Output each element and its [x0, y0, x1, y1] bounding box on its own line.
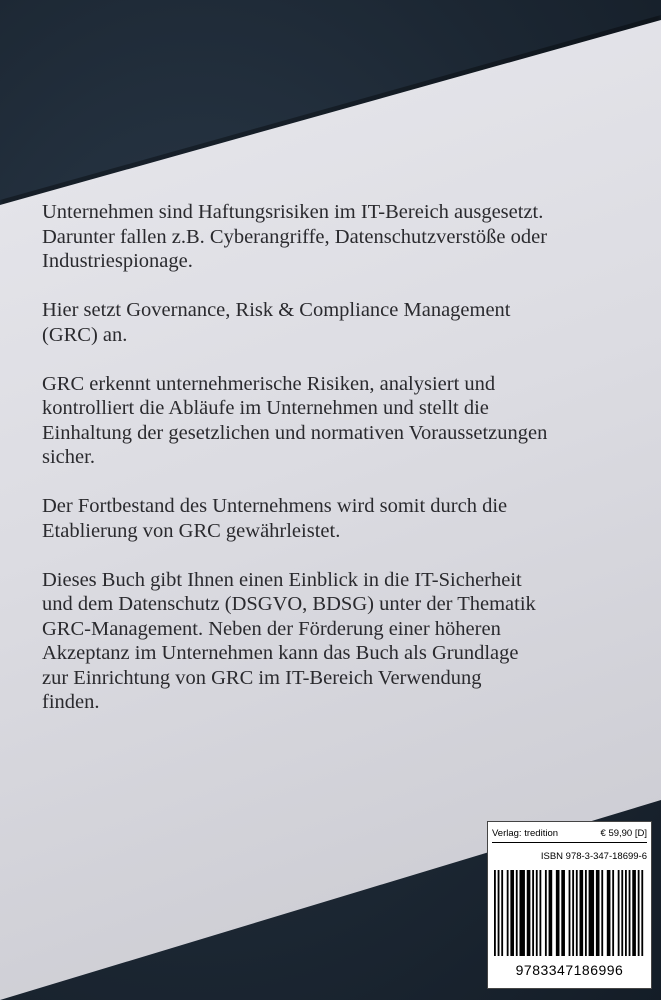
publisher-price-row	[492, 826, 647, 843]
barcode-box	[487, 821, 652, 989]
barcode-bar	[572, 870, 574, 956]
barcode-bar	[549, 870, 553, 956]
barcode-bar	[569, 870, 571, 956]
barcode-bar	[618, 870, 620, 956]
barcode-bar	[532, 870, 534, 956]
barcode-bar	[589, 870, 594, 956]
blurb-line: Hier setzt Governance, Risk & Compliance Management	[42, 299, 511, 321]
barcode-bar	[585, 870, 587, 956]
barcode-bar	[576, 870, 578, 956]
blurb-line: und dem Datenschutz (DSGVO, BDSG) unter der Thematik	[42, 593, 536, 615]
barcode-bar	[561, 870, 565, 956]
barcode-bar	[536, 870, 538, 956]
blurb-line: finden.	[42, 691, 100, 713]
blurb-line: Einhaltung der gesetzlichen und normativen Voraussetzungen	[42, 421, 548, 444]
blurb-line: GRC-Management. Neben der Förderung einer höheren	[42, 617, 501, 640]
blurb-line: (GRC) an.	[42, 323, 128, 346]
blurb-line: Akzeptanz im Unternehmen kann das Buch als Grundlage	[42, 642, 519, 664]
blurb-line: Etablierung von GRC gewährleistet.	[42, 519, 341, 542]
blurb-line: Industriespionage.	[42, 250, 193, 272]
barcode-bar	[507, 870, 509, 956]
barcode-bars	[494, 870, 645, 956]
barcode-bar	[601, 870, 603, 956]
blurb-paragraph-3	[42, 372, 642, 470]
blurb-line: Darunter fallen z.B. Cyberangriffe, Datenschutzverstöße oder	[42, 225, 548, 248]
barcode-bar	[607, 870, 611, 956]
barcode-bar	[621, 870, 623, 956]
barcode-bar	[596, 870, 600, 956]
barcode-bar	[501, 870, 503, 956]
barcode-bar	[632, 870, 636, 956]
barcode-bar	[527, 870, 531, 956]
barcode-bar	[516, 870, 518, 956]
blurb-text	[42, 200, 642, 739]
barcode-bar	[545, 870, 547, 956]
blurb-paragraph-4	[42, 494, 642, 543]
blurb-line: GRC erkennt unternehmerische Risiken, analysiert und	[42, 372, 496, 395]
ean-number: 9783347186996	[515, 962, 624, 978]
blurb-paragraph-1	[42, 200, 642, 274]
barcode-bar	[556, 870, 560, 956]
barcode-bar	[580, 870, 584, 956]
barcode-bar	[510, 870, 514, 956]
blurb-line: Der Fortbestand des Unternehmens wird somit durch die	[42, 495, 508, 517]
blurb-paragraph-5	[42, 568, 642, 715]
barcode-bar	[519, 870, 524, 956]
barcode-bar	[539, 870, 541, 956]
barcode-bar	[641, 870, 643, 956]
blurb-line: kontrolliert die Abläufe im Unternehmen und stellt die	[42, 397, 489, 419]
barcode-bar	[625, 870, 627, 956]
barcode-bar	[629, 870, 631, 956]
isbn-label: ISBN 978-3-347-18699-6	[540, 851, 647, 862]
barcode-bar	[612, 870, 614, 956]
price-label: € 59,90 [D]	[600, 828, 647, 839]
blurb-line: sicher.	[42, 446, 95, 468]
blurb-line: zur Einrichtung von GRC im IT-Bereich Verwendung	[42, 666, 482, 689]
barcode-bar	[498, 870, 500, 956]
blurb-line: Dieses Buch gibt Ihnen einen Einblick in die IT-Sicherheit	[42, 568, 522, 591]
blurb-line: Unternehmen sind Haftungsrisiken im IT-Bereich ausgesetzt.	[42, 201, 544, 223]
barcode-bar	[638, 870, 640, 956]
blurb-paragraph-2	[42, 298, 642, 347]
barcode-bar	[494, 870, 496, 956]
publisher-label: Verlag: tredition	[492, 828, 559, 839]
